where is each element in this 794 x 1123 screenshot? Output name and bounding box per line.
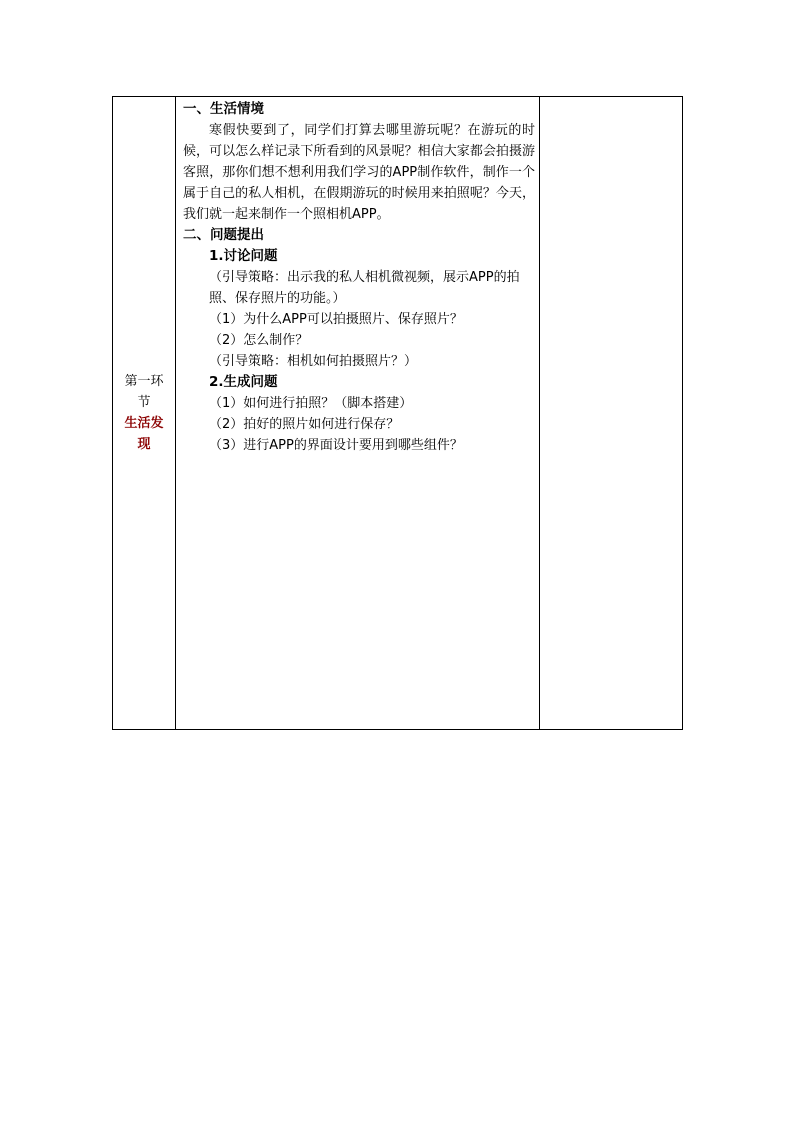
stage-label: 第一环节 <box>124 374 164 410</box>
sub1-strategy2: （引导策略：相机如何拍摄照片？） <box>209 354 418 369</box>
content-cell <box>176 97 540 730</box>
sub1-heading: 1.讨论问题 <box>209 248 278 264</box>
table-row <box>113 97 683 730</box>
lesson-plan-table <box>112 96 683 730</box>
section2-heading: 二、问题提出 <box>183 227 264 243</box>
sub2-question2: （2）拍好的照片如何进行保存？ <box>209 417 400 432</box>
stage-name: 生活发现 <box>124 416 164 452</box>
section1-paragraph: 寒假快要到了，同学们打算去哪里游玩呢？在游玩的时候，可以怎么样记录下所看到的风景呢？相信大家都会拍摄游客照，那你们想不想利用我们学习的APP制作软件，制作一个属于自己的私人相机，在假期游玩的时候用来拍照呢？今天，我们就一起来制作一个照相机APP。 <box>183 123 535 222</box>
sub2-question3: （3）进行APP的界面设计要用到哪些组件？ <box>209 438 463 453</box>
section1-heading: 一、生活情境 <box>183 101 264 117</box>
sub1-strategy1: （引导策略：出示我的私人相机微视频，展示APP的拍照、保存照片的功能。） <box>209 270 520 306</box>
stage-cell <box>113 97 176 730</box>
sub1-question2: （2）怎么制作？ <box>209 333 309 348</box>
sub2-heading: 2.生成问题 <box>209 374 278 390</box>
sub2-question1: （1）如何进行拍照？（脚本搭建） <box>209 396 413 411</box>
stage-text <box>121 371 167 455</box>
content-body <box>183 99 535 456</box>
sub1-question1: （1）为什么APP可以拍摄照片、保存照片？ <box>209 312 463 327</box>
notes-cell <box>540 97 683 730</box>
